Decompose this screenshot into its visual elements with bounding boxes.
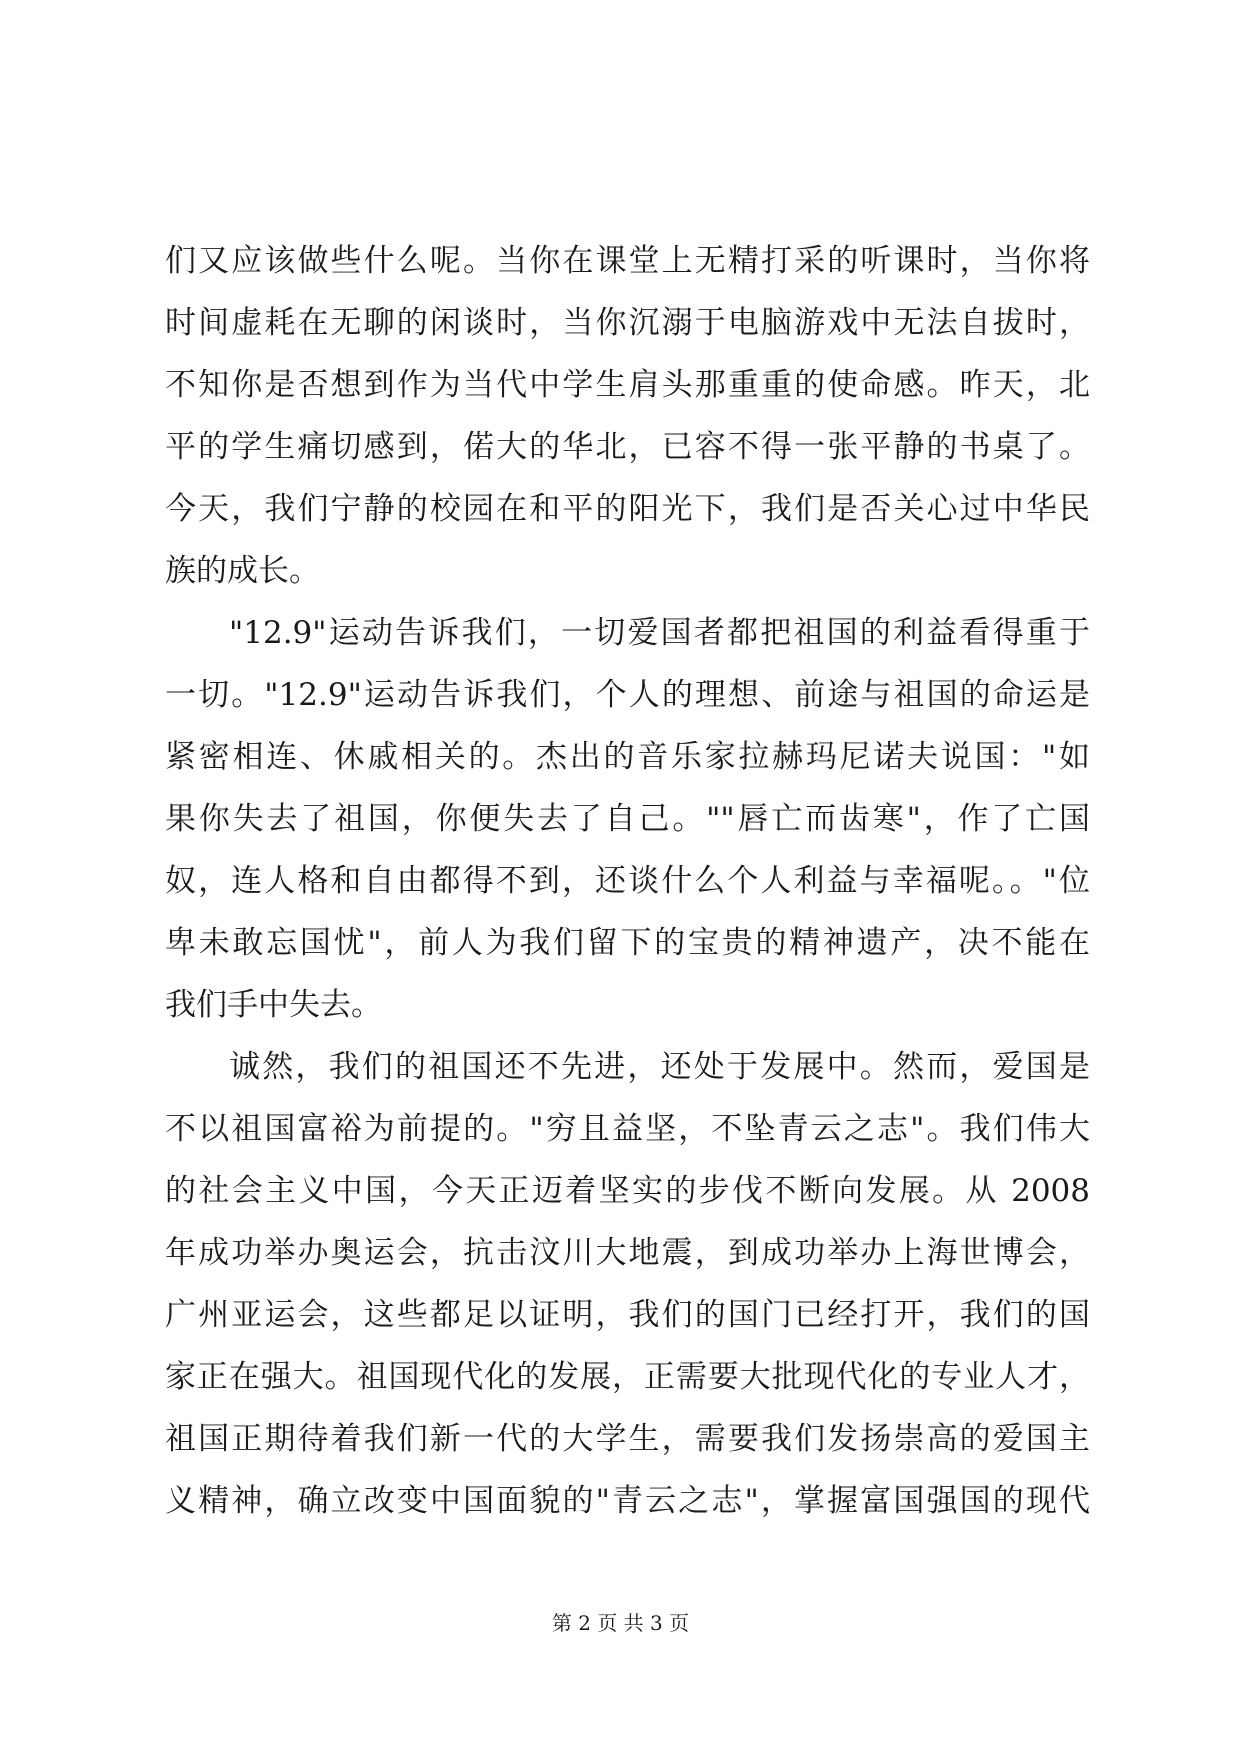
page-number-footer: 第 2 页 共 3 页 <box>551 1611 690 1635</box>
text-line: 的社会主义中国，今天正迈着坚实的步伐不断向发展。从 2008 <box>165 1173 1090 1209</box>
text-line: 果你失去了祖国，你便失去了自己。""唇亡而齿寒"，作了亡国 <box>165 801 1090 837</box>
body-text <box>165 230 1090 1532</box>
text-line: 义精神，确立改变中国面貌的"青云之志"，掌握富国强国的现代 <box>165 1483 1090 1519</box>
text-line: 时间虚耗在无聊的闲谈时，当你沉溺于电脑游戏中无法自拔时， <box>165 305 1090 341</box>
text-line: 们又应该做些什么呢。当你在课堂上无精打采的听课时，当你将 <box>165 243 1090 279</box>
text-line: 平的学生痛切感到，偌大的华北，已容不得一张平静的书桌了。 <box>165 429 1090 465</box>
text-line: 我们手中失去。 <box>165 987 382 1023</box>
text-line: 家正在强大。祖国现代化的发展，正需要大批现代化的专业人才， <box>165 1359 1090 1395</box>
text-line: 一切。"12.9"运动告诉我们，个人的理想、前途与祖国的命运是 <box>165 677 1090 713</box>
text-line: 今天，我们宁静的校园在和平的阳光下，我们是否关心过中华民 <box>165 491 1090 527</box>
text-line: 诚然，我们的祖国还不先进，还处于发展中。然而，爱国是 <box>229 1049 1090 1085</box>
text-line: 族的成长。 <box>165 553 320 589</box>
text-line: 卑未敢忘国忧"，前人为我们留下的宝贵的精神遗产，决不能在 <box>165 925 1090 961</box>
text-line: 不以祖国富裕为前提的。"穷且益坚，不坠青云之志"。我们伟大 <box>165 1111 1090 1147</box>
text-line: 广州亚运会，这些都足以证明，我们的国门已经打开，我们的国 <box>165 1297 1090 1333</box>
text-line: 紧密相连、休戚相关的。杰出的音乐家拉赫玛尼诺夫说国："如 <box>165 739 1090 775</box>
text-line: 不知你是否想到作为当代中学生肩头那重重的使命感。昨天，北 <box>165 367 1090 403</box>
text-line: 奴，连人格和自由都得不到，还谈什么个人利益与幸福呢。。"位 <box>165 863 1090 899</box>
text-line: 年成功举办奥运会，抗击汶川大地震，到成功举办上海世博会， <box>165 1235 1090 1271</box>
text-line: "12.9"运动告诉我们，一切爱国者都把祖国的利益看得重于 <box>229 615 1090 651</box>
text-line: 祖国正期待着我们新一代的大学生，需要我们发扬崇高的爱国主 <box>165 1421 1090 1457</box>
